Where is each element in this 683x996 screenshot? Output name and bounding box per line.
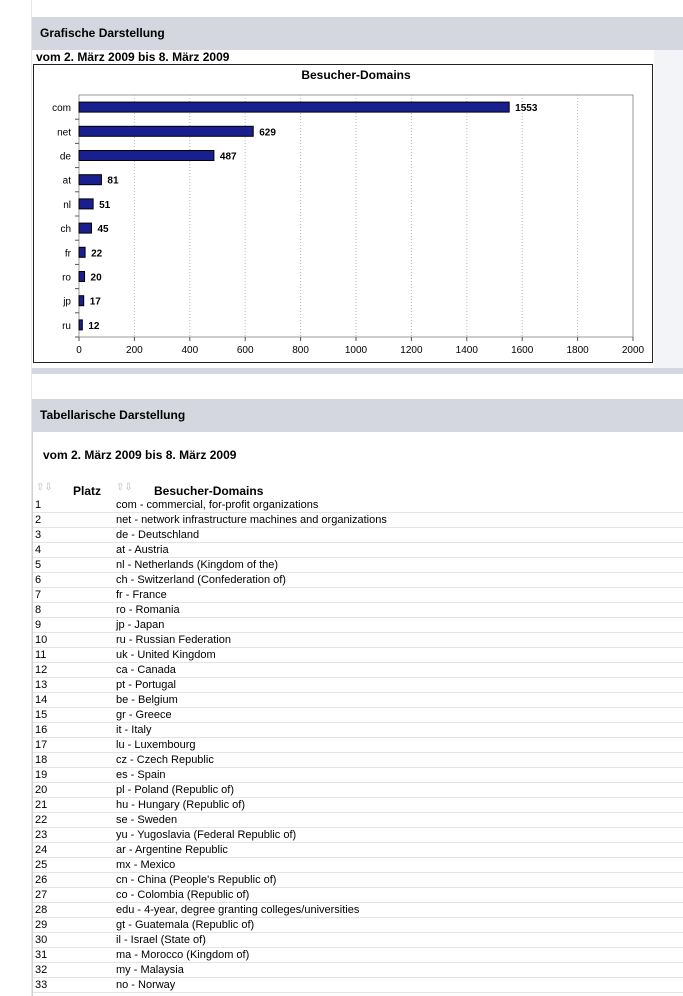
domain-cell: fr - France [116, 589, 167, 601]
chart-frame [33, 64, 653, 363]
rank-cell: 5 [35, 559, 42, 571]
bar-value-label: 81 [107, 175, 119, 187]
table-row [33, 813, 683, 828]
domain-cell: be - Belgium [116, 694, 178, 706]
y-tick-label: net [57, 127, 71, 139]
section-divider-space [32, 374, 683, 398]
rank-cell: 25 [35, 859, 48, 871]
domain-cell: il - Israel (State of) [116, 934, 206, 946]
rank-cell: 15 [35, 709, 48, 721]
table-row [33, 828, 683, 843]
x-tick-label: 1000 [344, 345, 368, 356]
table-row [33, 498, 683, 513]
table-row [33, 963, 683, 978]
domain-cell: yu - Yugoslavia (Federal Republic of) [116, 829, 297, 841]
domain-cell: ma - Morocco (Kingdom of) [116, 949, 250, 961]
x-tick-label: 800 [292, 345, 309, 356]
table-row [33, 888, 683, 903]
table-row [33, 948, 683, 963]
domain-cell: jp - Japan [116, 619, 165, 631]
bar-value-label: 17 [89, 296, 101, 308]
rank-cell: 12 [35, 664, 48, 676]
rank-cell: 21 [35, 799, 48, 811]
bar [79, 272, 85, 282]
bar [79, 126, 253, 136]
domain-bar-chart [34, 65, 652, 362]
rank-cell: 16 [35, 724, 48, 736]
table-row [33, 618, 683, 633]
column-header-rank[interactable]: Platz [73, 484, 102, 498]
table-row [33, 858, 683, 873]
domain-cell: hu - Hungary (Republic of) [116, 799, 246, 811]
bar-value-label: 487 [219, 151, 237, 163]
table-row [33, 603, 683, 618]
rank-cell: 3 [35, 529, 42, 541]
rank-cell: 4 [35, 544, 42, 556]
table-row [33, 933, 683, 948]
y-tick-label: ro [62, 272, 71, 284]
domain-cell: pt - Portugal [116, 679, 176, 691]
x-tick-label: 2000 [621, 345, 645, 356]
domain-cell: de - Deutschland [116, 529, 200, 541]
rank-cell: 8 [35, 604, 42, 616]
x-tick-label: 0 [76, 345, 82, 356]
x-tick-label: 600 [236, 345, 254, 356]
bar [79, 223, 91, 233]
rank-cell: 30 [35, 934, 48, 946]
domain-cell: at - Austria [116, 544, 169, 556]
domain-table [32, 432, 683, 996]
table-row [33, 588, 683, 603]
table-row [33, 903, 683, 918]
left-gutter [0, 0, 31, 996]
domain-cell: edu - 4-year, degree granting colleges/universities [116, 904, 360, 916]
domain-cell: co - Colombia (Republic of) [116, 889, 250, 901]
table-body [33, 498, 683, 993]
rank-cell: 29 [35, 919, 48, 931]
table-row [33, 633, 683, 648]
section-header-graphic [32, 17, 683, 50]
domain-cell: cz - Czech Republic [116, 754, 214, 766]
right-strip [654, 50, 683, 368]
bar [79, 102, 509, 112]
section-title-graphic: Grafische Darstellung [40, 26, 165, 40]
rank-cell: 28 [35, 904, 48, 916]
x-tick-label: 1600 [511, 345, 534, 356]
rank-cell: 17 [35, 739, 48, 751]
section-title-table: Tabellarische Darstellung [40, 408, 186, 422]
table-row [33, 573, 683, 588]
sort-arrows-icon[interactable]: ⇧⇩ [36, 482, 53, 493]
section-header-table [32, 399, 683, 432]
bar-value-label: 45 [97, 224, 109, 236]
bar [79, 199, 93, 209]
x-tick-label: 200 [126, 345, 143, 356]
bar [79, 247, 85, 257]
rank-cell: 19 [35, 769, 48, 781]
rank-cell: 9 [35, 619, 42, 631]
table-row [33, 558, 683, 573]
sort-arrows-icon[interactable]: ⇧⇩ [116, 482, 133, 493]
bar [79, 320, 82, 330]
bar [79, 296, 84, 306]
domain-cell: no - Norway [116, 979, 176, 991]
x-tick-label: 400 [181, 345, 199, 356]
y-tick-label: ru [62, 320, 71, 332]
chart-title: Besucher-Domains [301, 68, 411, 82]
table-row [33, 528, 683, 543]
y-tick-label: nl [63, 199, 71, 211]
domain-cell: ch - Switzerland (Confederation of) [116, 574, 286, 586]
table-row [33, 918, 683, 933]
table-row [33, 873, 683, 888]
table-row [33, 513, 683, 528]
domain-cell: ru - Russian Federation [116, 634, 231, 646]
bar-value-label: 12 [88, 320, 100, 332]
table-row [33, 738, 683, 753]
graphic-date-range: vom 2. März 2009 bis 8. März 2009 [36, 50, 230, 64]
domain-cell: es - Spain [116, 769, 166, 781]
rank-cell: 1 [35, 499, 42, 511]
bar-value-label: 629 [259, 127, 276, 139]
rank-cell: 14 [35, 694, 48, 706]
table-date-range: vom 2. März 2009 bis 8. März 2009 [43, 448, 237, 462]
rank-cell: 31 [35, 949, 48, 961]
domain-cell: net - network infrastructure machines and organizations [116, 514, 387, 526]
rank-cell: 24 [35, 844, 48, 856]
domain-cell: ca - Canada [116, 664, 176, 676]
domain-cell: mx - Mexico [116, 859, 176, 871]
rank-cell: 13 [35, 679, 48, 691]
rank-cell: 22 [35, 814, 48, 826]
rank-cell: 33 [35, 979, 48, 991]
table-row [33, 768, 683, 783]
bar-value-label: 51 [99, 199, 111, 211]
table-row [33, 693, 683, 708]
bar [79, 175, 101, 185]
domain-cell: com - commercial, for-profit organizations [116, 499, 319, 511]
rank-cell: 27 [35, 889, 48, 901]
domain-cell: my - Malaysia [116, 964, 184, 976]
table-row [33, 543, 683, 558]
rank-cell: 10 [35, 634, 48, 646]
bar-value-label: 1553 [515, 103, 538, 115]
bar-value-label: 22 [91, 248, 103, 260]
column-header-domain[interactable]: Besucher-Domains [154, 484, 264, 498]
rank-cell: 23 [35, 829, 48, 841]
bar-value-label: 20 [90, 272, 102, 284]
table-header [33, 482, 683, 497]
y-tick-label: de [59, 151, 71, 163]
domain-cell: lu - Luxembourg [116, 739, 196, 751]
rank-cell: 18 [35, 754, 48, 766]
x-tick-label: 1200 [400, 345, 423, 356]
x-tick-label: 1400 [455, 345, 478, 356]
rank-cell: 7 [35, 589, 42, 601]
domain-cell: gr - Greece [116, 709, 172, 721]
rank-cell: 6 [35, 574, 42, 586]
rank-cell: 26 [35, 874, 48, 886]
table-row [33, 753, 683, 768]
domain-cell: ro - Romania [116, 604, 180, 616]
y-tick-label: fr [64, 248, 71, 260]
domain-cell: uk - United Kingdom [116, 649, 216, 661]
table-row [33, 843, 683, 858]
table-row [33, 678, 683, 693]
rank-cell: 2 [35, 514, 42, 526]
table-row [33, 663, 683, 678]
domain-cell: pl - Poland (Republic of) [116, 784, 235, 796]
x-tick-label: 1800 [566, 345, 589, 356]
y-tick-label: jp [63, 296, 71, 308]
domain-cell: cn - China (People's Republic of) [116, 874, 277, 886]
table-row [33, 648, 683, 663]
rank-cell: 32 [35, 964, 48, 976]
domain-cell: ar - Argentine Republic [116, 844, 228, 856]
table-row [33, 978, 683, 993]
domain-cell: nl - Netherlands (Kingdom of the) [116, 559, 279, 571]
table-row [33, 708, 683, 723]
bar [79, 151, 214, 161]
domain-cell: gt - Guatemala (Republic of) [116, 919, 255, 931]
domain-cell: se - Sweden [116, 814, 178, 826]
table-row [33, 783, 683, 798]
rank-cell: 11 [35, 649, 47, 661]
y-tick-label: com [52, 103, 71, 115]
table-row [33, 723, 683, 738]
rank-cell: 20 [35, 784, 48, 796]
y-tick-label: ch [60, 224, 71, 236]
domain-cell: it - Italy [116, 724, 152, 736]
y-tick-label: at [62, 175, 71, 187]
table-row [33, 798, 683, 813]
